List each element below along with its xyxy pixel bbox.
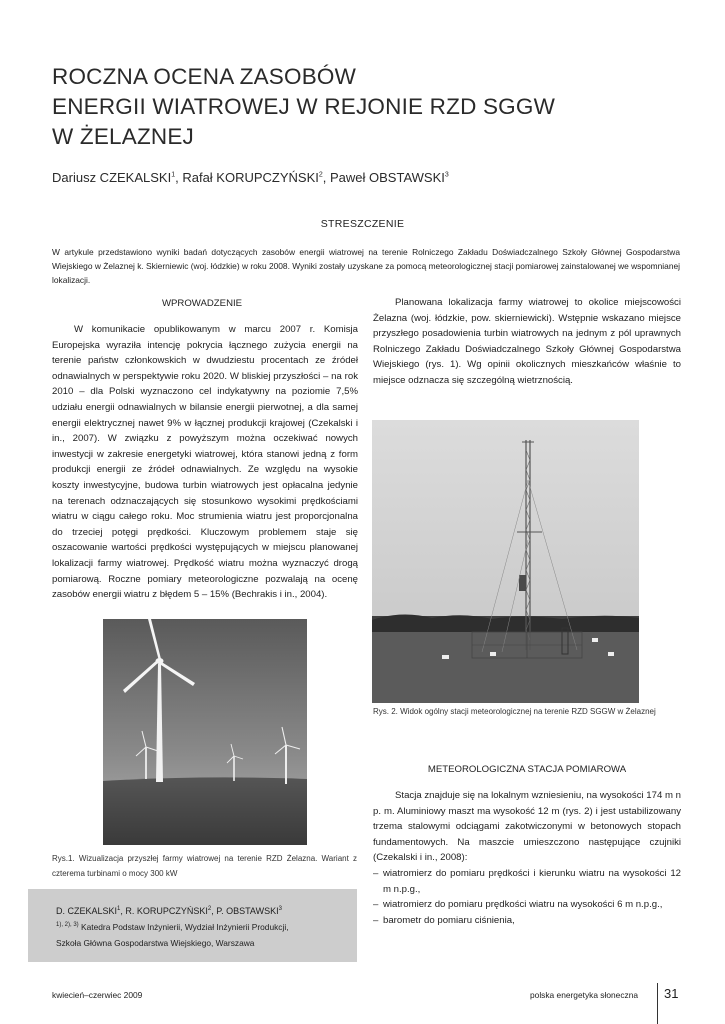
sensor-item xyxy=(373,866,681,897)
station-heading: METEOROLOGICZNA STACJA POMIAROWA xyxy=(427,764,627,775)
article-title xyxy=(52,62,672,152)
affiliation-box xyxy=(28,889,357,962)
list-dash: – xyxy=(373,899,379,911)
author-list xyxy=(52,170,449,185)
station-paragraph: Stacja znajduje się na lokalnym wzniesieniu, na wysokości 174 m n p. m. Aluminiowy maszt ma wysokość 12 m (rys. 2) i jest ustabilizowany trzema stalowymi odciągami zakotwiczonymi w betonowych stopach fundamentowych. Na maszcie umieszczono następujące czujniki (Czekalski i in., 2008): xyxy=(373,790,681,864)
intro-paragraph: W komunikacie opublikowanym w marcu 2007 r. Komisja Europejska wyraziła intencję pokrycia łącznego zużycia energii na terenie państw członkowskich w dwudziestu procentach ze źródeł odnawialnych w perspektywie roku 2020. W bliskiej przyszłości – na rok 2010 – dla Polski wyznaczono cel indykatywny na poziomie 7,5% udziału energii odnawialnych w bilansie energii pierwotnej, a dla samej energii elektrycznej nawet 9% w łącznej produkcji krajowej (Czekalski i in., 2007). W związku z powyższym można oczekiwać nowych inwestycji w zakresie energetyki wiatrowej, która stanowi jedną z form produkcji energii ze źródeł odnawialnych. Ze względu na wysokie koszty inwestycyjne, budowa turbin wiatrowych jest opłacalna jedynie na terenach odznaczających się stosunkowo wysokimi prędkościami wiatru w ciągu całego roku. Moc strumienia wiatru jest proporcjonalna do trzeciej potęgi prędkości. Kluczowym problemem staje się oszacowanie wartości prędkości występujących w miejscu planowanej lokalizacji farmy wiatrowej. Prędkość wiatru można wyznaczyć drogą pomiarową. Roczne pomiary meteorologiczne pozwalają na ocenę zasobów energii wiatru z błędem 5 – 15% (Bechrakis i in., 2004). xyxy=(52,324,358,601)
sensor-item-text: wiatromierz do pomiaru prędkości i kierunku wiatru na wysokości 12 m n.p.g., xyxy=(383,867,681,895)
affil-name-1: D. CZEKALSKI xyxy=(56,906,118,916)
sensor-item xyxy=(373,913,681,929)
affil-name-2: , R. KORUPCZYŃSKI xyxy=(120,906,208,916)
title-line-2: ENERGII WIATROWEJ W REJONIE RZD SGGW xyxy=(52,94,556,119)
sensor-item-text: wiatromierz do pomiaru prędkości wiatru na wysokości 6 m n.p.g., xyxy=(383,899,663,911)
affil-mark-1: 1 xyxy=(117,906,121,912)
author-2: , Rafał KORUPCZYŃSKI xyxy=(175,170,319,185)
station-column xyxy=(373,788,681,928)
right-column-top xyxy=(373,295,681,389)
intro-column xyxy=(52,322,358,603)
figure-2-caption: Rys. 2. Widok ogólny stacji meteorologicznej na terenie RZD SGGW w Żelaznej xyxy=(373,707,656,716)
abstract-text: W artykule przedstawiono wyniki badań dotyczących zasobów energii wiatrowej na terenie Rolniczego Zakładu Doświadczalnego Szkoły Głównej Gospodarstwa Wiejskiego w Żelaznej k. Skierniewic (woj. łódzkie) w roku 2008. Wyniki zostały uzyskane za pomocą meteorologicznej stacji pomiarowej zainstalowanej we wspomnianej lokalizacji. xyxy=(52,247,680,285)
wind-farm-photo xyxy=(103,619,307,845)
author-3: , Paweł OBSTAWSKI xyxy=(322,170,445,185)
title-line-3: W ŻELAZNEJ xyxy=(52,124,195,149)
title-line-1: ROCZNA OCENA ZASOBÓW xyxy=(52,64,357,89)
list-dash: – xyxy=(373,914,379,926)
author-1-mark: 1 xyxy=(171,171,176,179)
sensor-item xyxy=(373,897,681,913)
met-station-photo xyxy=(372,420,639,703)
affiliation-university: Szkoła Główna Gospodarstwa Wiejskiego, Warszawa xyxy=(56,938,255,948)
list-dash: – xyxy=(373,867,379,879)
footer-divider xyxy=(657,983,658,1024)
affil-mark-3: 3 xyxy=(278,906,282,912)
page-number: 31 xyxy=(664,986,679,1001)
affil-name-3: , P. OBSTAWSKI xyxy=(211,906,279,916)
location-paragraph: Planowana lokalizacja farmy wiatrowej to okolice miejscowości Żelazna (woj. łódzkie, pow. skierniewicki). Wstępnie wskazano miejsce przyszłego posadowienia turbin wiatrowych na jednym z pól uprawnych Rolniczego Zakładu Doświadczalnego Szkoły Głównej Gospodarstwa Wiejskiego (rys. 1). Wg opinii okolicznych mieszkańców właśnie to miejsce odznacza się szczególną wietrznością. xyxy=(373,297,681,386)
author-1: Dariusz CZEKALSKI xyxy=(52,170,172,185)
affil-mark-2: 2 xyxy=(207,906,212,912)
sensor-item-text: barometr do pomiaru ciśnienia, xyxy=(383,914,515,926)
footer-issue: kwiecień–czerwiec 2009 xyxy=(52,990,143,1000)
figure-1-caption: Rys.1. Wizualizacja przyszłej farmy wiatrowej na terenie RZD Żelazna. Wariant z czterema turbinami o mocy 300 kW xyxy=(52,854,357,878)
abstract-heading: STRESZCZENIE xyxy=(320,218,405,230)
author-3-mark: 3 xyxy=(444,171,449,179)
author-2-mark: 2 xyxy=(318,171,323,179)
intro-heading: WPROWADZENIE xyxy=(161,298,243,309)
affil-marks: 1), 2), 3) xyxy=(56,922,79,929)
footer-journal: polska energetyka słoneczna xyxy=(530,990,639,1000)
affiliation-dept xyxy=(56,922,289,932)
affil-dept-text: Katedra Podstaw Inżynierii, Wydział Inżynierii Produkcji, xyxy=(78,922,289,932)
affiliation-names xyxy=(56,906,282,916)
